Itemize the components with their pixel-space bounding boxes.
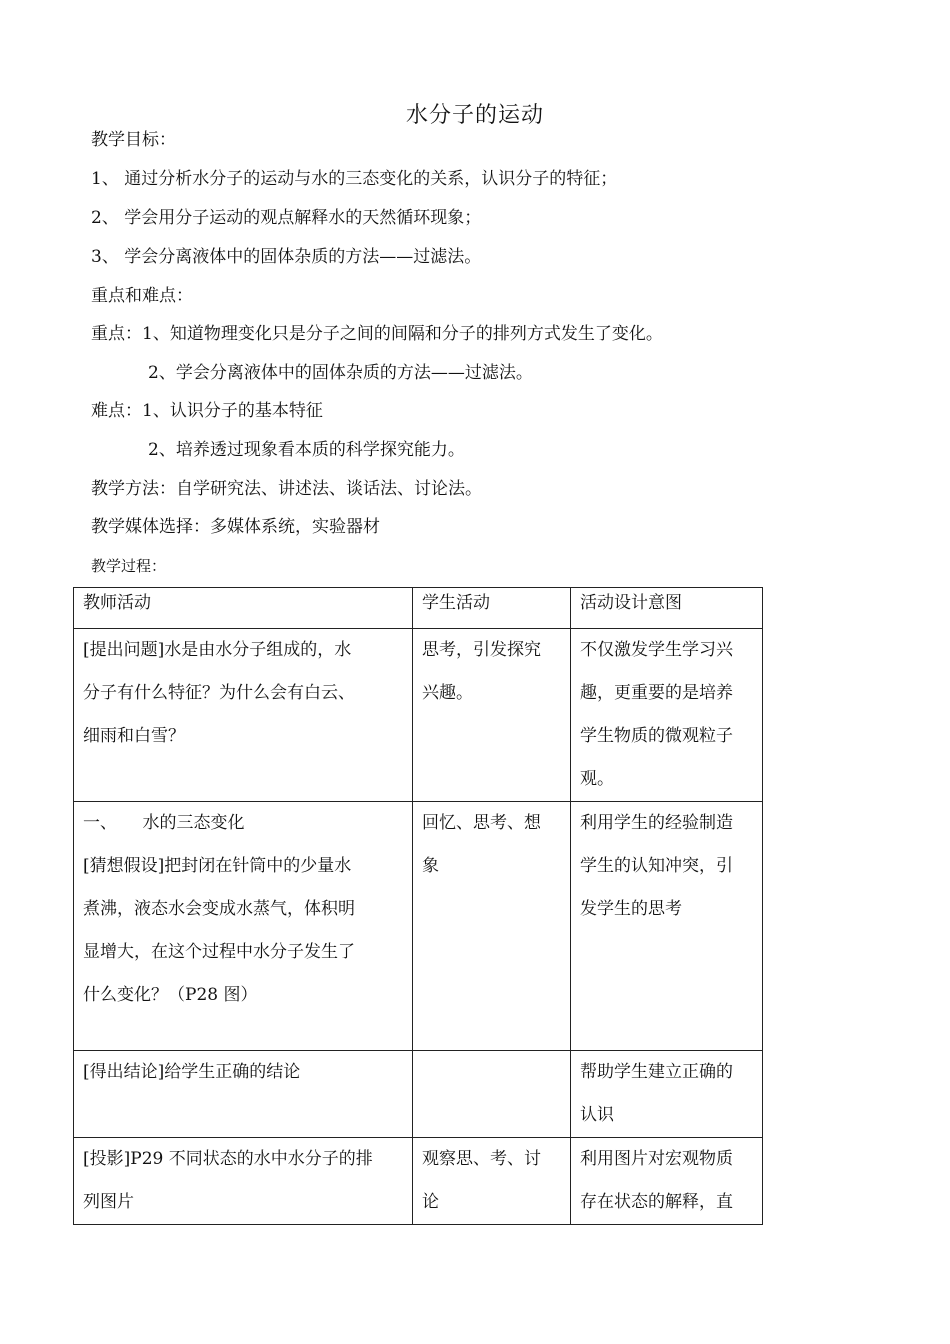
table-row: [74, 802, 763, 1051]
teacher-cell: [74, 629, 413, 802]
cell-line: 列图片: [83, 1192, 134, 1212]
header-teacher: 教师活动: [74, 588, 413, 629]
intent-cell: [571, 629, 763, 802]
teaching-media: 教学媒体选择：多媒体系统，实验器材: [91, 517, 380, 537]
cell-line: 不仅激发学生学习兴: [580, 640, 733, 660]
key-point-1: 重点：1、知道物理变化只是分子之间的间隔和分子的排列方式发生了变化。: [91, 324, 663, 344]
key-point-2: 2、学会分离液体中的固体杂质的方法——过滤法。: [148, 363, 533, 383]
cell-line: 发学生的思考: [580, 899, 682, 919]
student-cell: [413, 1138, 571, 1225]
cell-line: [提出问题]水是由水分子组成的，水: [83, 640, 352, 660]
objective-item: 2、 学会用分子运动的观点解释水的天然循环现象；: [91, 208, 482, 228]
teacher-cell: [74, 1051, 413, 1138]
objective-item: 3、 学会分离液体中的固体杂质的方法——过滤法。: [91, 247, 482, 267]
cell-line: 利用学生的经验制造: [580, 813, 733, 833]
cell-line: 认识: [580, 1105, 614, 1125]
cell-line: [猜想假设]把封闭在针筒中的少量水: [83, 856, 352, 876]
teacher-cell: [74, 1138, 413, 1225]
cell-line: 观察思、考、讨: [422, 1149, 541, 1169]
objective-item: 1、 通过分析水分子的运动与水的三态变化的关系，认识分子的特征；: [91, 169, 618, 189]
table-row: [74, 1138, 763, 1225]
difficult-point-1: 难点：1、认识分子的基本特征: [91, 401, 323, 421]
cell-line: 观。: [580, 769, 614, 789]
cell-line: 学生物质的微观粒子: [580, 726, 733, 746]
table-header-row: [74, 588, 763, 629]
intent-cell: [571, 1138, 763, 1225]
cell-line: 论: [422, 1192, 439, 1212]
teacher-cell: [74, 802, 413, 1051]
header-intent: 活动设计意图: [571, 588, 763, 629]
student-cell: [413, 629, 571, 802]
student-cell: [413, 1051, 571, 1138]
intent-cell: [571, 802, 763, 1051]
cell-line: 显增大，在这个过程中水分子发生了: [83, 942, 355, 962]
cell-line: 回忆、思考、想: [422, 813, 541, 833]
table-row: [74, 629, 763, 802]
cell-line: 兴趣。: [422, 683, 473, 703]
objectives-heading: 教学目标：: [91, 130, 176, 150]
cell-line: 细雨和白雪？: [83, 726, 185, 746]
cell-line: 存在状态的解释，直: [580, 1192, 733, 1212]
cell-line: 学生的认知冲突，引: [580, 856, 733, 876]
cell-line: [得出结论]给学生正确的结论: [83, 1062, 301, 1082]
cell-line: 什么变化？（P28 图）: [83, 985, 258, 1005]
cell-line: 思考，引发探究: [422, 640, 541, 660]
cell-line: 煮沸，液态水会变成水蒸气，体积明: [83, 899, 355, 919]
header-student: 学生活动: [413, 588, 571, 629]
table-row: [74, 1051, 763, 1138]
cell-line: 帮助学生建立正确的: [580, 1062, 733, 1082]
cell-line: [投影]P29 不同状态的水中水分子的排: [83, 1149, 373, 1169]
page-title: 水分子的运动: [405, 103, 544, 128]
intent-cell: [571, 1051, 763, 1138]
process-heading: 教学过程：: [91, 557, 167, 575]
teaching-methods: 教学方法：自学研究法、讲述法、谈话法、讨论法。: [91, 479, 482, 499]
lesson-table: [73, 587, 763, 1225]
student-cell: [413, 802, 571, 1051]
cell-line: 分子有什么特征？为什么会有白云、: [83, 683, 355, 703]
difficult-point-2: 2、培养透过现象看本质的科学探究能力。: [148, 440, 465, 460]
cell-line: 象: [422, 856, 439, 876]
cell-line: 利用图片对宏观物质: [580, 1149, 733, 1169]
keypoints-heading: 重点和难点：: [91, 286, 193, 306]
cell-line: 一、 水的三态变化: [83, 813, 245, 833]
cell-line: 趣，更重要的是培养: [580, 683, 733, 703]
